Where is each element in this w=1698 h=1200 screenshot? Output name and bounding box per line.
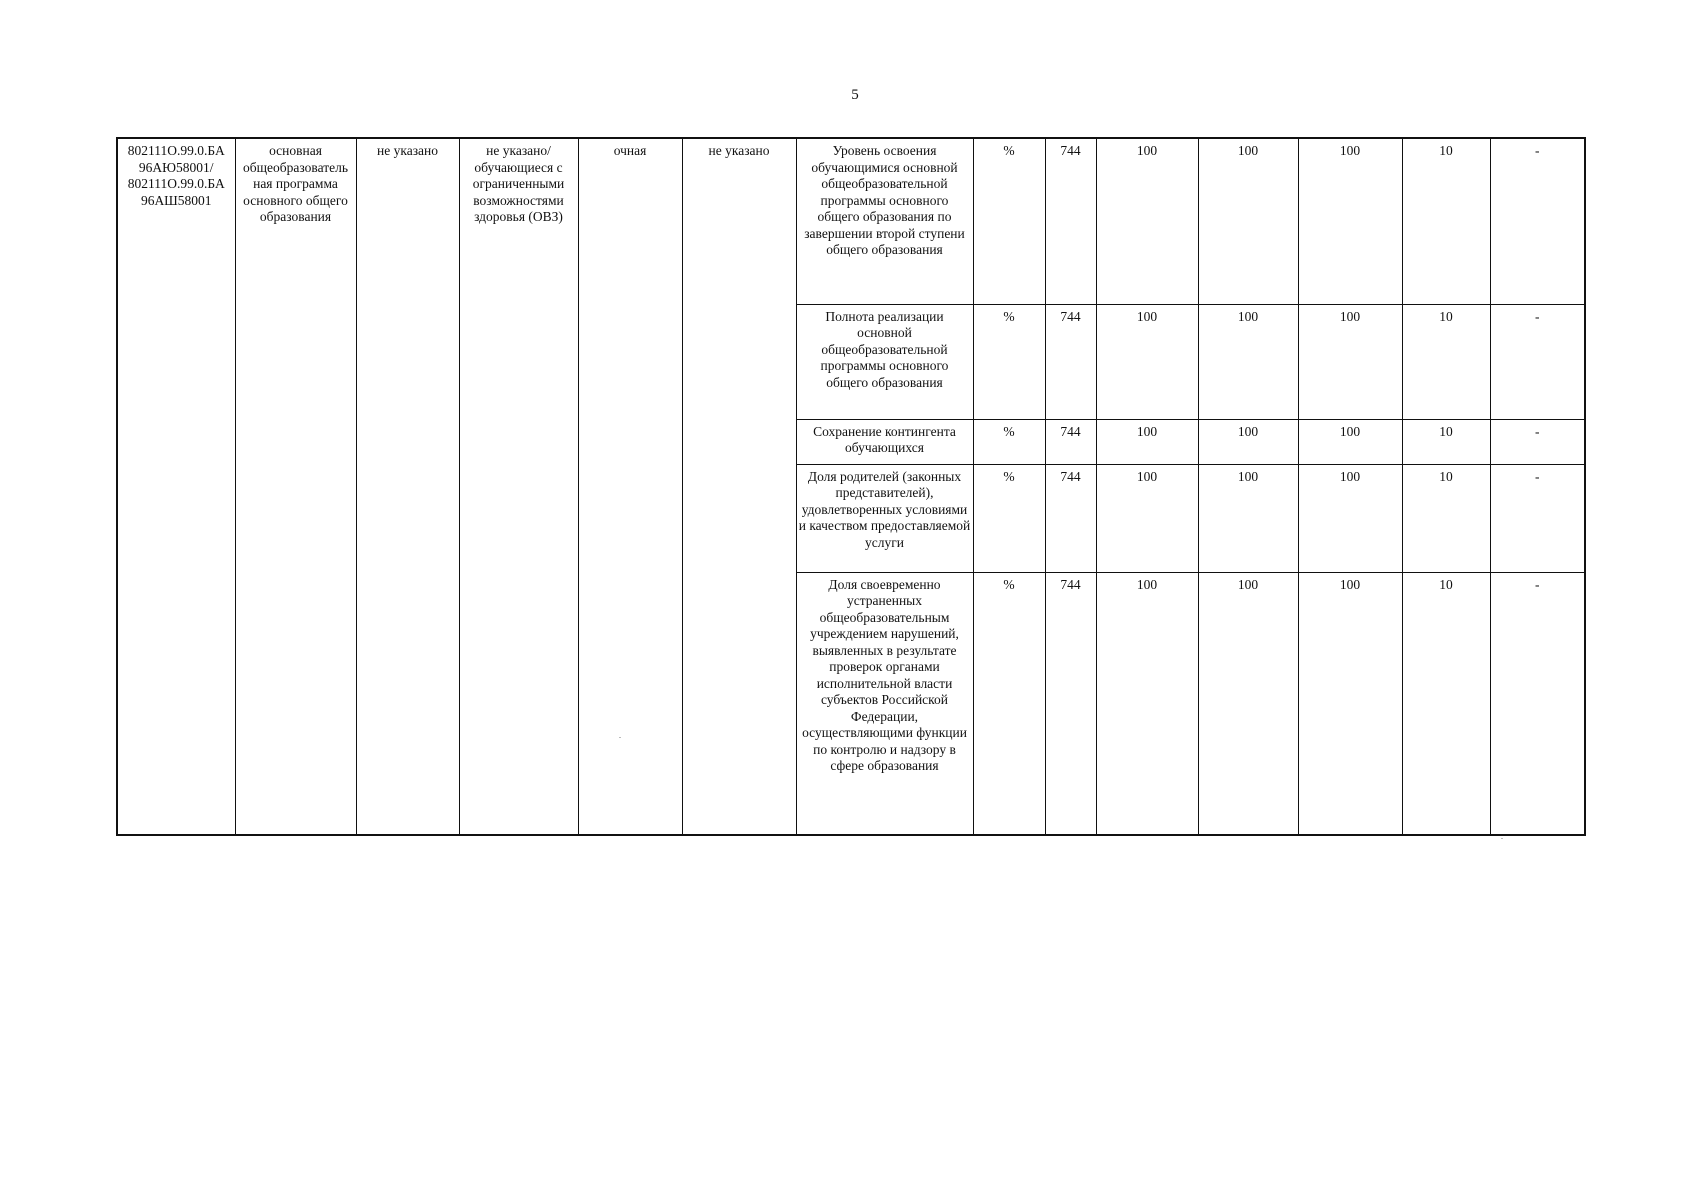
note-cell: -	[1490, 464, 1585, 572]
page-number: 5	[851, 87, 859, 103]
note-cell: -	[1490, 419, 1585, 464]
unit-cell: %	[973, 304, 1045, 419]
value-cell: 100	[1298, 572, 1402, 835]
indicator-name-cell: Сохранение контингента обучающихся	[796, 419, 973, 464]
unit-cell: %	[973, 572, 1045, 835]
note-cell: -	[1490, 138, 1585, 304]
note-cell: -	[1490, 572, 1585, 835]
service-code-cell: 802111О.99.0.БА 96АЮ58001/ 802111О.99.0.БА 96АШ58001	[117, 138, 235, 835]
value-cell: 100	[1096, 464, 1198, 572]
okei-cell: 744	[1045, 138, 1096, 304]
value-cell: 100	[1198, 419, 1298, 464]
okei-cell: 744	[1045, 464, 1096, 572]
indicator-name-cell: Доля родителей (законных представителей), удовлетворенных условиями и качеством предоставляемой услуги	[796, 464, 973, 572]
program-cell: основная общеобразователь ная программа основного общего образования	[235, 138, 356, 835]
value-cell: 100	[1298, 138, 1402, 304]
value-cell: 100	[1096, 572, 1198, 835]
note-cell: -	[1490, 304, 1585, 419]
value-cell: 100	[1198, 572, 1298, 835]
okei-cell: 744	[1045, 304, 1096, 419]
value-cell: 100	[1198, 138, 1298, 304]
okei-cell: 744	[1045, 419, 1096, 464]
deviation-cell: 10	[1402, 419, 1490, 464]
scan-artifact	[1501, 838, 1503, 839]
value-cell: 100	[1096, 138, 1198, 304]
value-cell: 100	[1096, 304, 1198, 419]
value-cell: 100	[1198, 464, 1298, 572]
value-cell: 100	[1298, 419, 1402, 464]
value-cell: 100	[1096, 419, 1198, 464]
unit-cell: %	[973, 138, 1045, 304]
indicator-name-cell: Доля своевременно устраненных общеобразовательным учреждением нарушений, выявленных в результате проверок органами исполнительной власти субъектов Российской Федерации, осуществляющими функции по контролю и надзору в сфере образования	[796, 572, 973, 835]
value-cell: 100	[1198, 304, 1298, 419]
quality-indicators-table	[116, 137, 1586, 836]
unit-cell: %	[973, 464, 1045, 572]
value-cell: 100	[1298, 304, 1402, 419]
indicator-name-cell: Полнота реализации основной общеобразовательной программы основного общего образования	[796, 304, 973, 419]
deviation-cell: 10	[1402, 464, 1490, 572]
standard-cell: не указано	[356, 138, 459, 835]
unit-cell: %	[973, 419, 1045, 464]
scan-artifact	[619, 737, 621, 738]
deviation-cell: 10	[1402, 304, 1490, 419]
value-cell: 100	[1298, 464, 1402, 572]
period-cell: не указано	[682, 138, 796, 835]
table-row	[117, 138, 1585, 304]
category-cell: не указано/ обучающиеся с ограниченными возможностями здоровья (ОВЗ)	[459, 138, 578, 835]
form-cell: очная	[578, 138, 682, 835]
deviation-cell: 10	[1402, 572, 1490, 835]
indicator-name-cell: Уровень освоения обучающимися основной общеобразовательной программы основного общего образования по завершении второй ступени общего образования	[796, 138, 973, 304]
okei-cell: 744	[1045, 572, 1096, 835]
deviation-cell: 10	[1402, 138, 1490, 304]
